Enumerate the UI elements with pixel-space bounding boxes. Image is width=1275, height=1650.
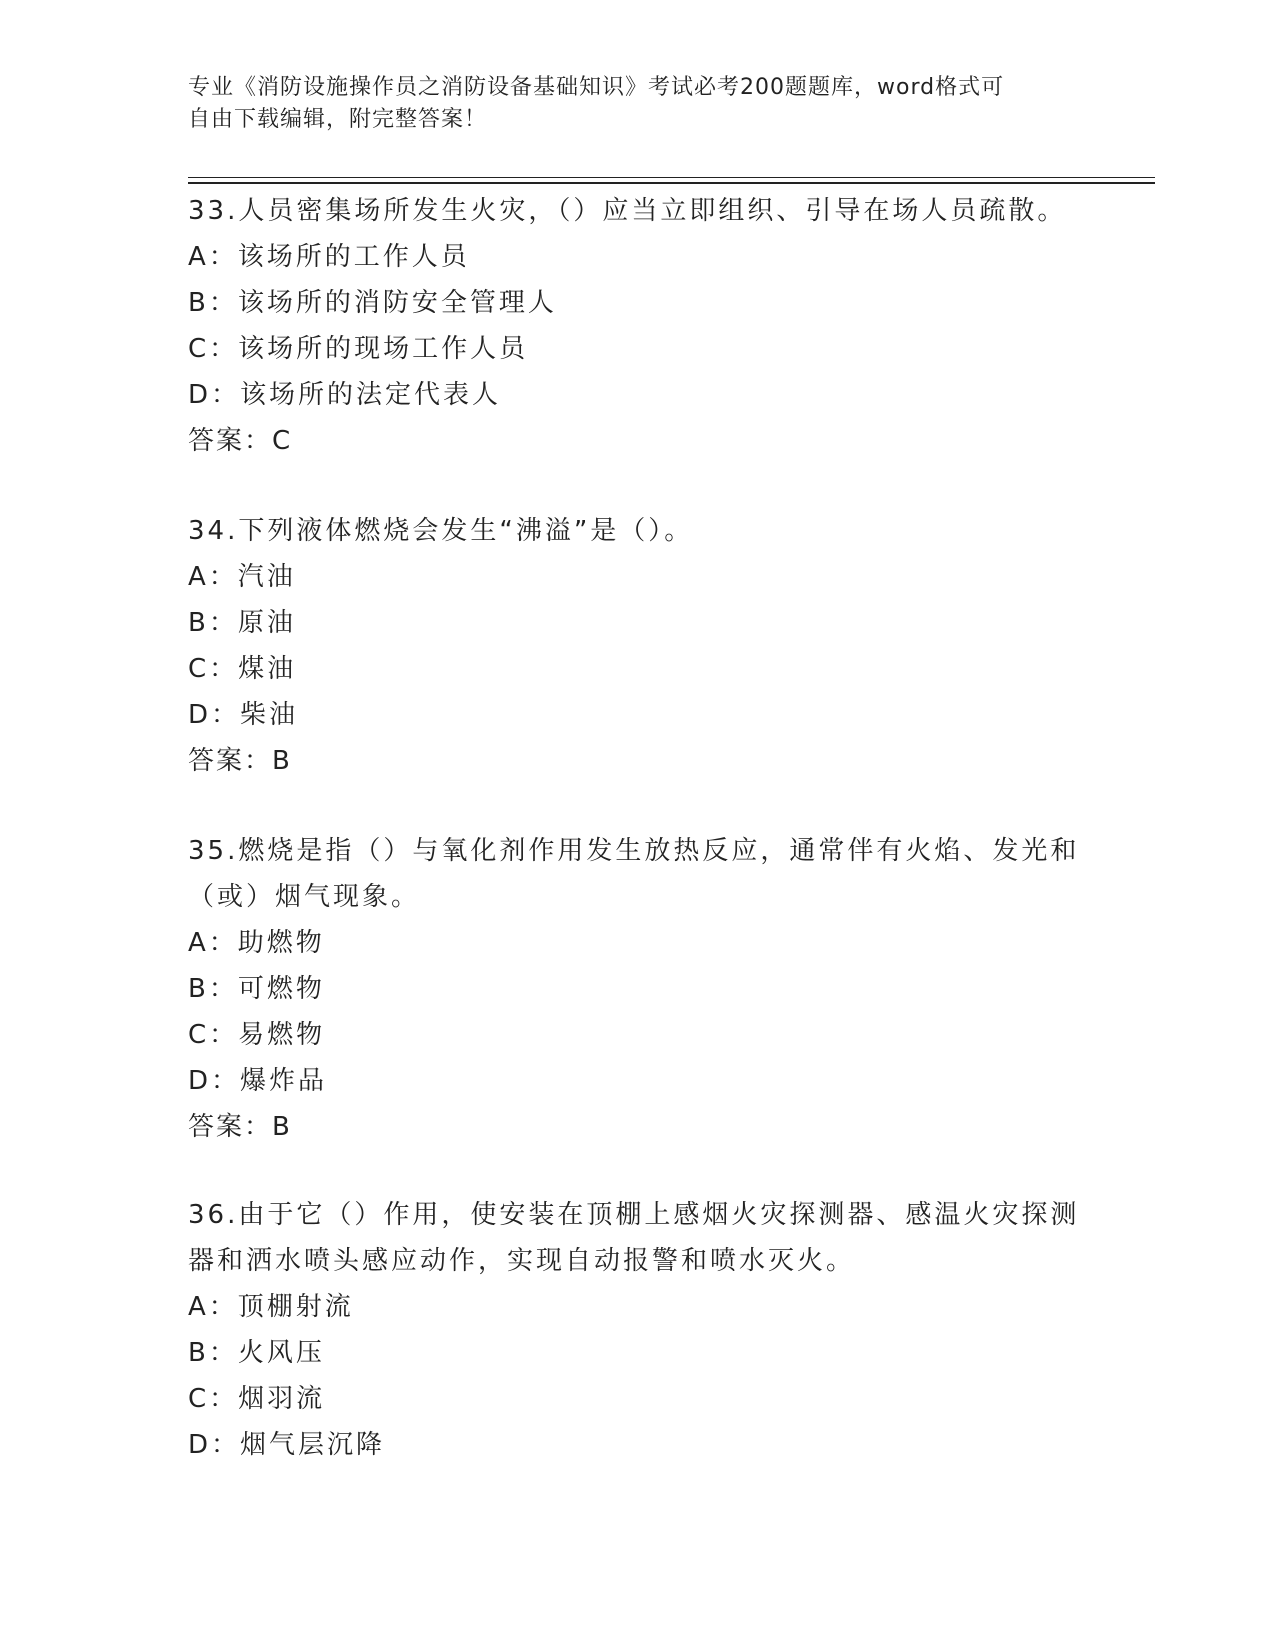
option-b xyxy=(188,280,1088,326)
option-d xyxy=(188,692,1088,738)
header-divider-thick xyxy=(188,182,1155,184)
option-d xyxy=(188,372,1088,418)
option-b xyxy=(188,966,1088,1012)
document-header xyxy=(188,72,1068,136)
option-text: 烟气层沉降 xyxy=(240,1430,386,1460)
option-c xyxy=(188,646,1088,692)
option-key: B： xyxy=(188,608,238,638)
option-text: 汽油 xyxy=(237,562,296,592)
option-b xyxy=(188,600,1088,646)
option-text: 火风压 xyxy=(237,1338,325,1368)
option-key: B： xyxy=(188,974,238,1004)
option-text: 该场所的消防安全管理人 xyxy=(237,288,557,318)
question-stem: 34.下列液体燃烧会发生“沸溢”是（）。 xyxy=(188,516,694,546)
answer-line: 答案：C xyxy=(188,426,293,456)
answer-line: 答案：B xyxy=(188,746,292,776)
option-key: B： xyxy=(188,288,238,318)
option-text: 顶棚射流 xyxy=(237,1292,354,1322)
option-key: D： xyxy=(188,380,241,410)
option-text: 原油 xyxy=(237,608,296,638)
option-key: D： xyxy=(188,1066,241,1096)
option-text: 助燃物 xyxy=(237,928,325,958)
header-divider-thin xyxy=(188,177,1155,178)
question-36 xyxy=(188,1192,1088,1468)
option-text: 爆炸品 xyxy=(240,1066,328,1096)
option-c xyxy=(188,1376,1088,1422)
option-b xyxy=(188,1330,1088,1376)
option-key: C： xyxy=(188,334,239,364)
option-c xyxy=(188,1012,1088,1058)
question-35 xyxy=(188,828,1088,1150)
option-key: A： xyxy=(188,242,238,272)
option-a xyxy=(188,234,1088,280)
question-33 xyxy=(188,188,1088,464)
option-text: 该场所的法定代表人 xyxy=(240,380,502,410)
option-key: A： xyxy=(188,562,238,592)
option-a xyxy=(188,1284,1088,1330)
option-text: 可燃物 xyxy=(237,974,325,1004)
option-key: D： xyxy=(188,1430,241,1460)
option-key: C： xyxy=(188,1384,239,1414)
option-c xyxy=(188,326,1088,372)
option-d xyxy=(188,1058,1088,1104)
option-text: 该场所的工作人员 xyxy=(237,242,470,272)
option-text: 该场所的现场工作人员 xyxy=(238,334,529,364)
answer-line: 答案：B xyxy=(188,1112,292,1142)
option-key: B： xyxy=(188,1338,238,1368)
option-text: 烟羽流 xyxy=(238,1384,326,1414)
option-key: A： xyxy=(188,928,238,958)
option-key: C： xyxy=(188,654,239,684)
header-line-1: 专业《消防设施操作员之消防设备基础知识》考试必考200题题库，word格式可 xyxy=(188,75,1005,100)
option-key: C： xyxy=(188,1020,239,1050)
header-line-2: 自由下载编辑，附完整答案！ xyxy=(188,107,488,132)
option-text: 柴油 xyxy=(240,700,299,730)
option-d xyxy=(188,1422,1088,1468)
option-text: 易燃物 xyxy=(238,1020,326,1050)
question-34 xyxy=(188,508,1088,784)
question-stem: 35.燃烧是指（）与氧化剂作用发生放热反应，通常伴有火焰、发光和（或）烟气现象。 xyxy=(188,836,1080,912)
question-stem: 36.由于它（）作用，使安装在顶棚上感烟火灾探测器、感温火灾探测器和洒水喷头感应动作，实现自动报警和喷水灭火。 xyxy=(188,1200,1080,1276)
option-text: 煤油 xyxy=(238,654,297,684)
option-key: A： xyxy=(188,1292,238,1322)
option-a xyxy=(188,554,1088,600)
option-a xyxy=(188,920,1088,966)
question-stem: 33.人员密集场所发生火灾，（）应当立即组织、引导在场人员疏散。 xyxy=(188,196,1067,226)
option-key: D： xyxy=(188,700,241,730)
